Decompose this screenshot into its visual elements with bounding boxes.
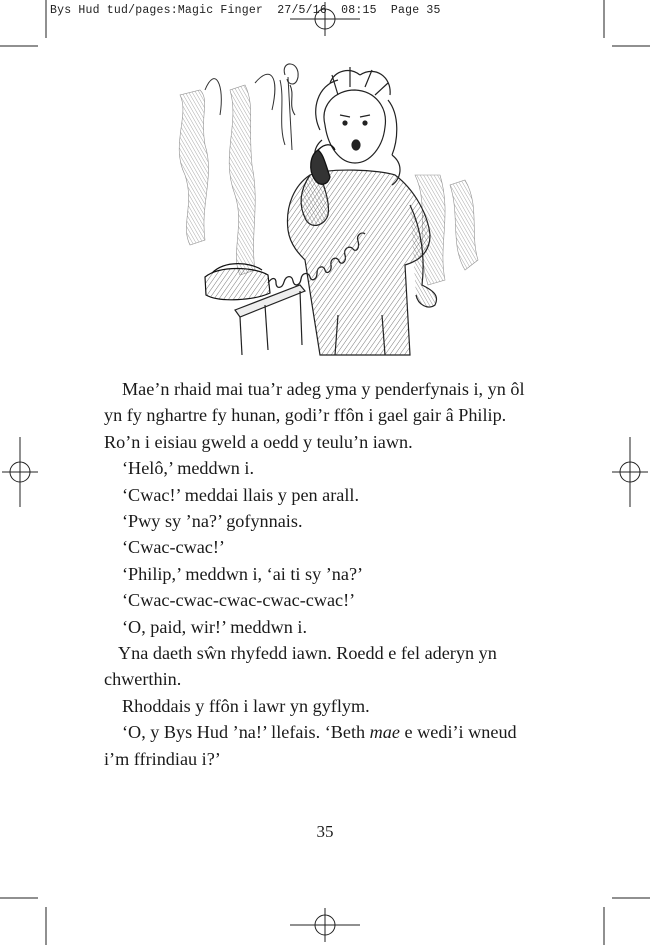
last-paragraph-start: ‘O, y Bys Hud ’na!’ llefais. ‘Beth (122, 722, 370, 743)
page-number: 35 (316, 822, 334, 841)
girl-figure (287, 170, 436, 355)
registration-left (2, 437, 38, 507)
paragraph: ‘Pwy sy ’na?’ gofynnais. (122, 511, 303, 532)
slug-page: Page 35 (390, 4, 441, 17)
slug-file: Bys Hud tud/pages:Magic Finger (50, 4, 264, 17)
paragraph: ‘Helô,’ meddwn i. (122, 458, 254, 479)
paragraph: Rhoddais y ffôn i lawr yn gyflym. (122, 695, 370, 716)
paragraph: ‘Cwac!’ meddai llais y pen arall. (122, 484, 360, 505)
registration-top (290, 2, 360, 36)
paragraph: Mae’n rhaid mai tua’r adeg yma y penderfynais i, yn ôl yn fy nghartre fy hunan, godi’r ffôn i gael gair â Philip. Ro’n i eisiau gweld a oedd y teulu’n iawn. (104, 379, 525, 452)
body-text (104, 376, 544, 772)
paragraph: Yna daeth sŵn rhyfedd iawn. Roedd e fel aderyn yn chwerthin. (104, 643, 497, 690)
paragraph: ‘Cwac-cwac!’ (122, 537, 225, 558)
telephone-base (205, 264, 270, 300)
paragraph: ‘O, paid, wir!’ meddwn i. (122, 616, 308, 637)
slug-date: 27/5/16 (277, 4, 327, 17)
girl-on-telephone-illustration (160, 55, 490, 360)
last-paragraph (104, 719, 544, 772)
last-paragraph-end: e wedi’i wneud i’m ffrindiau i?’ (104, 722, 517, 769)
slug-time: 08:15 (341, 4, 377, 17)
emphasis-word: mae (369, 722, 400, 743)
paragraph: ‘Philip,’ meddwn i, ‘ai ti sy ’na?’ (122, 563, 364, 584)
registration-bottom (290, 908, 360, 942)
paragraph: ‘Cwac-cwac-cwac-cwac-cwac!’ (122, 590, 356, 611)
registration-right (612, 437, 648, 507)
